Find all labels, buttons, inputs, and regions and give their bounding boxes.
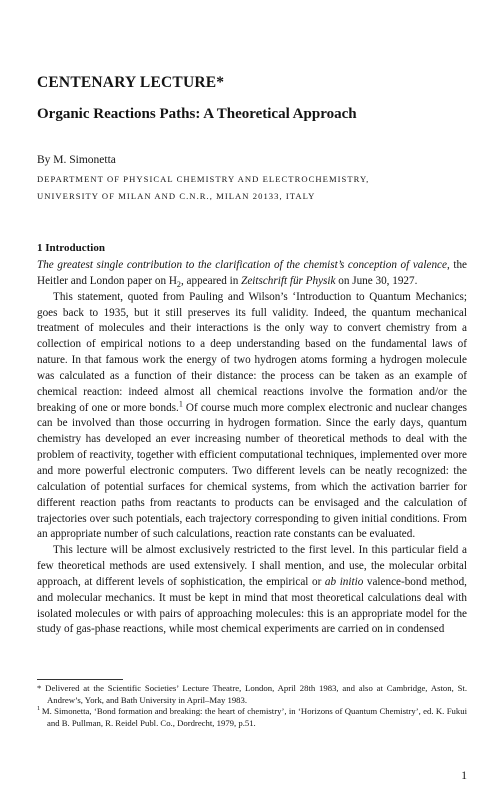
- quote-end: on June 30, 1927.: [335, 274, 418, 287]
- hydrogen-subscript: 2: [176, 280, 181, 290]
- lecture-heading: CENTENARY LECTURE*: [37, 74, 225, 91]
- paragraph-3-part-b: valence-bond method, and molecular mechanics. It must be kept in mind that most theoretical calculations deal with isolated molecules or with pairs of approaching molecules: this is an appropriate model for the study of gas-phase reactions, while most chemical experiments are carried on in condensed: [37, 575, 467, 636]
- journal-name: Zeitschrift für Physik: [241, 274, 336, 287]
- footnote-star: [37, 683, 467, 706]
- footnote-1-text: M. Simonetta, ‘Bond formation and breaking: the heart of chemistry’, in ‘Horizons of Quantum Chemistry’, ed. K. Fukui and B. Pullman, R. Reidel Publ. Co., Dordrecht, 1979, p.51.: [41, 706, 467, 728]
- paragraph-3: [37, 543, 467, 638]
- author-affiliation: [37, 171, 467, 205]
- paragraph-2-part-a: This statement, quoted from Pauling and Wilson’s ‘Introduction to Quantum Mechanics; goes back to 1935, but it still preserves its full validity. Indeed, the quantum mechanical treatment of molecules and their interactions is the only way to convert chemistry from a collection of empirical notions to a deep understanding based on the fundamental laws of nature. In that famous work the energy of two hydrogen atoms forming a hydrogen molecule was calculated as a function of their distance: the process can be taken as an example of chemical reaction: indeed almost all chemical reactions involve the formation and/or the breaking of one or more bonds.: [37, 290, 467, 414]
- section-heading: 1 Introduction: [37, 242, 105, 254]
- affiliation-line-2: UNIVERSITY OF MILAN AND C.N.R., MILAN 20133, ITALY: [37, 191, 316, 201]
- footnote-star-text: Delivered at the Scientific Societies’ Lecture Theatre, London, April 28th 1983, and also at Cambridge, Aston, St. Andrew’s, York, and Bath University in April–May 1983.: [45, 683, 467, 705]
- quote-italic: The greatest single contribution to the clarification of the chemist’s conception of valence: [37, 259, 447, 271]
- ab-initio-italic: ab initio: [324, 575, 364, 588]
- footnote-1: [37, 706, 467, 729]
- reference-marker-1: 1: [178, 398, 183, 408]
- paragraph-2-part-b: Of course much more complex electronic and nuclear changes can be involved than those occurring in hydrogen formation. Since the early days, quantum chemistry has developed an ever increasing number of theoretical methods to deal with the problem of reactivity, together with efficient computational techniques, implemented over more and more powerful electronic computers. Two different levels can be neatly recognized: the calculation of potential surfaces for chemical systems, from which the activation barrier for different reaction paths from reactants to products can be envisaged and the calculation of trajectories over such potentials, each trajectory corresponding to given initial conditions. From an appropriate number of such calculations, reaction rate constants can be evaluated.: [37, 401, 467, 541]
- opening-quote-paragraph: [37, 258, 467, 290]
- page-number: 1: [461, 770, 467, 782]
- paragraph-2: [37, 290, 467, 544]
- footnote-divider: [37, 679, 123, 680]
- quote-mid: , the Heitler and London paper on H: [37, 259, 467, 287]
- quote-after-sub: , appeared in: [180, 274, 242, 287]
- paragraph-3-part-a: This lecture will be almost exclusively restricted to the first level. In this particular field a few theoretical methods are used extensively. I shall mention, and use, the molecular orbital approach, at different levels of sophistication, the empirical or: [37, 544, 467, 588]
- affiliation-line-1: DEPARTMENT OF PHYSICAL CHEMISTRY AND ELECTROCHEMISTRY,: [37, 174, 370, 184]
- footnote-star-mark: *: [37, 683, 46, 693]
- author-byline: By M. Simonetta: [37, 154, 116, 166]
- footnote-1-mark: 1: [37, 705, 42, 713]
- article-title: Organic Reactions Paths: A Theoretical Approach: [37, 106, 357, 122]
- body-text: [37, 258, 467, 638]
- footnotes: [37, 683, 467, 729]
